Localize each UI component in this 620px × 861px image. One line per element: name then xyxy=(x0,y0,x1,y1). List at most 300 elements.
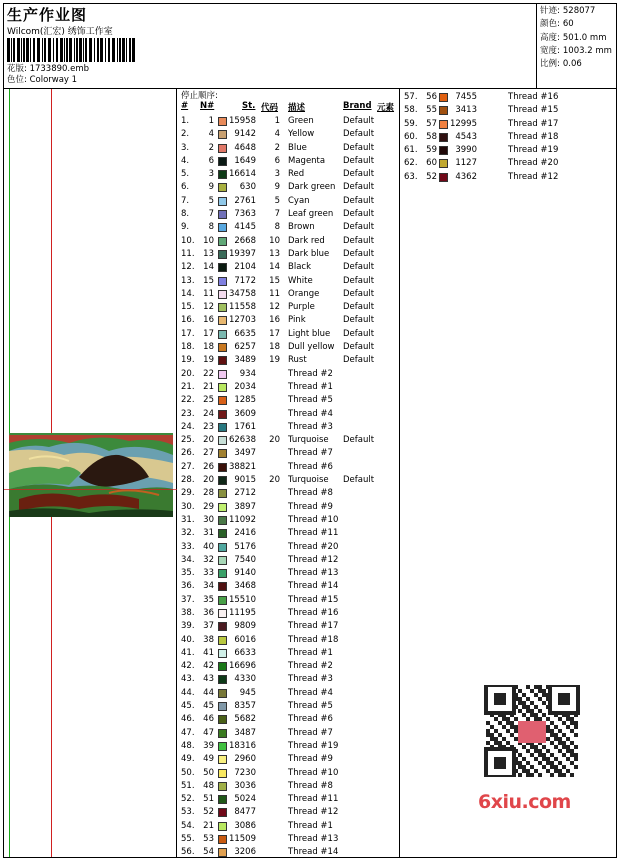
spec-value: 0.06 xyxy=(562,59,582,70)
color-swatch xyxy=(218,383,227,392)
color-swatch xyxy=(218,290,227,299)
row-stitches: 2034 xyxy=(234,381,256,392)
table-row xyxy=(178,687,400,700)
row-index: 22. xyxy=(181,395,195,406)
col-element: 元素 xyxy=(377,103,395,113)
col-index: # xyxy=(181,101,189,111)
table-row xyxy=(178,235,400,248)
row-index: 43. xyxy=(181,674,195,685)
table-row xyxy=(178,780,400,793)
row-needle: 29 xyxy=(203,501,214,512)
row-description: Thread #17 xyxy=(288,621,339,632)
row-index: 2. xyxy=(181,129,190,140)
row-stitches: 38821 xyxy=(228,461,256,472)
row-description: Dark green xyxy=(288,182,336,193)
row-needle: 33 xyxy=(203,568,214,579)
row-needle: 30 xyxy=(203,514,214,525)
color-swatch xyxy=(218,316,227,325)
row-stitches: 8477 xyxy=(234,807,256,818)
row-needle: 56 xyxy=(426,92,437,102)
table-row xyxy=(178,354,400,367)
row-needle: 10 xyxy=(203,235,214,246)
color-swatch xyxy=(218,463,227,472)
table-row xyxy=(401,104,616,117)
row-needle: 15 xyxy=(203,275,214,286)
color-swatch xyxy=(218,130,227,139)
row-needle: 57 xyxy=(426,118,437,129)
row-description: Red xyxy=(288,169,305,180)
color-swatch xyxy=(218,237,227,246)
table-row xyxy=(178,461,400,474)
row-description: Green xyxy=(288,116,314,126)
table-row xyxy=(178,846,400,859)
color-swatch xyxy=(218,582,227,591)
row-stitches: 12703 xyxy=(228,315,256,326)
row-needle: 37 xyxy=(203,621,214,632)
col-code: 代码 xyxy=(261,103,279,113)
spec-row xyxy=(540,32,616,45)
row-brand: Default xyxy=(343,248,375,259)
color-swatch xyxy=(218,569,227,578)
row-index: 42. xyxy=(181,661,195,672)
row-description: Orange xyxy=(288,288,320,299)
row-stitches: 18316 xyxy=(228,740,256,751)
row-needle: 12 xyxy=(203,302,214,313)
row-code: 4 xyxy=(274,129,280,140)
spec-value: 528077 xyxy=(562,6,596,16)
row-index: 10. xyxy=(181,235,195,246)
row-description: Thread #20 xyxy=(288,541,339,552)
row-code: 8 xyxy=(274,222,280,233)
color-swatch xyxy=(218,489,227,498)
row-stitches: 3990 xyxy=(455,145,477,156)
row-stitches: 62638 xyxy=(228,435,256,446)
table-row xyxy=(178,368,400,381)
row-index: 60. xyxy=(404,131,418,142)
row-stitches: 6635 xyxy=(234,328,256,339)
row-code: 5 xyxy=(274,195,280,206)
row-needle: 7 xyxy=(208,209,214,220)
row-stitches: 15958 xyxy=(228,116,256,126)
row-code: 11 xyxy=(269,288,280,299)
row-stitches: 9140 xyxy=(234,568,256,579)
row-code: 7 xyxy=(274,209,280,220)
row-needle: 20 xyxy=(203,475,214,486)
row-needle: 2 xyxy=(208,142,214,153)
row-description: Thread #7 xyxy=(288,727,333,738)
color-swatch xyxy=(218,170,227,179)
color-swatch xyxy=(218,609,227,618)
row-brand: Default xyxy=(343,155,375,166)
row-brand: Default xyxy=(343,142,375,153)
row-stitches: 3036 xyxy=(234,780,256,791)
row-brand: Default xyxy=(343,222,375,233)
table-row xyxy=(178,647,400,660)
row-stitches: 6257 xyxy=(234,342,256,353)
sequence-rows-continued xyxy=(401,91,616,184)
row-stitches: 34758 xyxy=(228,288,256,299)
row-index: 41. xyxy=(181,647,195,658)
row-index: 16. xyxy=(181,315,195,326)
color-swatch xyxy=(218,223,227,232)
row-needle: 49 xyxy=(203,754,214,765)
color-swatch xyxy=(218,263,227,272)
row-needle: 54 xyxy=(203,847,214,858)
row-needle: 53 xyxy=(203,834,214,845)
row-needle: 52 xyxy=(203,807,214,818)
color-swatch xyxy=(218,808,227,817)
color-swatch xyxy=(439,173,448,182)
table-row xyxy=(178,501,400,514)
col-needle: N# xyxy=(200,101,215,111)
color-swatch xyxy=(218,729,227,738)
color-swatch xyxy=(218,795,227,804)
spec-label: 比例: xyxy=(540,59,560,70)
row-needle: 48 xyxy=(203,780,214,791)
row-needle: 41 xyxy=(203,647,214,658)
row-stitches: 3206 xyxy=(234,847,256,858)
row-code: 19 xyxy=(269,355,280,366)
table-row xyxy=(178,607,400,620)
table-row xyxy=(178,447,400,460)
row-description: Thread #2 xyxy=(288,661,333,672)
table-row xyxy=(178,793,400,806)
row-stitches: 8357 xyxy=(234,701,256,712)
color-swatch xyxy=(218,449,227,458)
table-row xyxy=(178,660,400,673)
row-needle: 20 xyxy=(203,435,214,446)
row-index: 34. xyxy=(181,554,195,565)
worksheet-title: 生产作业图 xyxy=(7,6,88,24)
table-row xyxy=(178,208,400,221)
row-index: 58. xyxy=(404,105,418,116)
row-code: 12 xyxy=(269,302,280,313)
table-row xyxy=(178,594,400,607)
row-needle: 60 xyxy=(426,158,437,169)
row-description: Thread #9 xyxy=(288,754,333,765)
table-row xyxy=(178,727,400,740)
table-header xyxy=(178,101,400,113)
row-needle: 25 xyxy=(203,395,214,406)
row-description: Turquoise xyxy=(288,435,329,446)
row-needle: 32 xyxy=(203,554,214,565)
row-brand: Default xyxy=(343,235,375,246)
row-needle: 38 xyxy=(203,634,214,645)
barcode xyxy=(7,38,135,62)
row-stitches: 5682 xyxy=(234,714,256,725)
row-description: Thread #9 xyxy=(288,501,333,512)
row-stitches: 11558 xyxy=(228,302,256,313)
row-description: Light blue xyxy=(288,328,331,339)
row-needle: 23 xyxy=(203,421,214,432)
color-swatch xyxy=(218,277,227,286)
color-swatch xyxy=(218,649,227,658)
row-description: Thread #16 xyxy=(288,607,339,618)
table-row xyxy=(178,408,400,421)
table-row xyxy=(178,421,400,434)
row-brand: Default xyxy=(343,129,375,140)
color-swatch xyxy=(218,396,227,405)
sequence-rows xyxy=(178,115,400,860)
row-description: Dull yellow xyxy=(288,342,335,353)
row-code: 13 xyxy=(269,248,280,259)
row-description: Thread #14 xyxy=(288,581,339,592)
sequence-label: 停止顺序: xyxy=(181,91,218,101)
row-index: 27. xyxy=(181,461,195,472)
row-stitches: 945 xyxy=(239,687,256,698)
row-needle: 46 xyxy=(203,714,214,725)
table-row xyxy=(178,155,400,168)
row-description: Dark red xyxy=(288,235,325,246)
spec-label: 高度: xyxy=(540,32,560,43)
row-needle: 58 xyxy=(426,131,437,142)
row-needle: 40 xyxy=(203,541,214,552)
color-swatch xyxy=(439,159,448,168)
row-stitches: 5024 xyxy=(234,794,256,805)
row-index: 4. xyxy=(181,155,190,166)
row-index: 13. xyxy=(181,275,195,286)
row-index: 56. xyxy=(181,847,195,858)
watermark-site: 6xiu.com xyxy=(478,791,571,813)
worksheet-header xyxy=(4,4,616,89)
table-row xyxy=(178,474,400,487)
row-code: 16 xyxy=(269,315,280,326)
row-index: 54. xyxy=(181,820,195,831)
row-stitches: 2668 xyxy=(234,235,256,246)
row-stitches: 4330 xyxy=(234,674,256,685)
row-needle: 55 xyxy=(426,105,437,116)
row-brand: Default xyxy=(343,355,375,366)
row-needle: 3 xyxy=(208,169,214,180)
row-code: 2 xyxy=(274,142,280,153)
row-needle: 51 xyxy=(203,794,214,805)
row-description: Thread #18 xyxy=(288,634,339,645)
row-stitches: 11195 xyxy=(228,607,256,618)
table-row xyxy=(178,314,400,327)
row-index: 45. xyxy=(181,701,195,712)
table-row xyxy=(178,128,400,141)
row-stitches: 2960 xyxy=(234,754,256,765)
row-description: Thread #6 xyxy=(288,714,333,725)
row-stitches: 1649 xyxy=(234,155,256,166)
row-needle: 42 xyxy=(203,661,214,672)
table-row xyxy=(178,115,400,128)
row-description: Thread #11 xyxy=(288,794,339,805)
row-stitches: 2712 xyxy=(234,488,256,499)
row-index: 40. xyxy=(181,634,195,645)
row-stitches: 7363 xyxy=(234,209,256,220)
spec-row xyxy=(540,45,616,58)
row-index: 39. xyxy=(181,621,195,632)
table-row xyxy=(178,554,400,567)
row-code: 10 xyxy=(269,235,280,246)
color-swatch xyxy=(439,120,448,129)
row-brand: Default xyxy=(343,475,375,486)
row-stitches: 11092 xyxy=(228,514,256,525)
row-needle: 50 xyxy=(203,767,214,778)
row-description: Yellow xyxy=(288,129,315,140)
row-index: 57. xyxy=(404,92,418,102)
table-row xyxy=(178,514,400,527)
row-stitches: 12995 xyxy=(449,118,477,129)
row-index: 18. xyxy=(181,342,195,353)
table-row xyxy=(178,567,400,580)
row-index: 32. xyxy=(181,528,195,539)
row-code: 17 xyxy=(269,328,280,339)
row-needle: 16 xyxy=(203,315,214,326)
row-brand: Default xyxy=(343,209,375,220)
color-swatch xyxy=(218,689,227,698)
color-swatch xyxy=(218,436,227,445)
row-needle: 52 xyxy=(426,171,437,182)
row-needle: 36 xyxy=(203,607,214,618)
color-swatch xyxy=(218,636,227,645)
row-index: 8. xyxy=(181,209,190,220)
row-stitches: 3468 xyxy=(234,581,256,592)
row-needle: 21 xyxy=(203,381,214,392)
row-index: 25. xyxy=(181,435,195,446)
color-swatch xyxy=(218,715,227,724)
row-description: Thread #20 xyxy=(508,158,559,169)
row-brand: Default xyxy=(343,315,375,326)
table-row xyxy=(401,118,616,131)
row-index: 50. xyxy=(181,767,195,778)
red-horizontal-guide xyxy=(4,489,177,490)
row-description: Thread #16 xyxy=(508,92,559,102)
row-code: 9 xyxy=(274,182,280,193)
row-description: Thread #7 xyxy=(288,448,333,459)
row-brand: Default xyxy=(343,262,375,273)
spec-box xyxy=(536,4,616,89)
table-row xyxy=(178,168,400,181)
table-row xyxy=(401,171,616,184)
row-stitches: 7230 xyxy=(234,767,256,778)
row-needle: 43 xyxy=(203,674,214,685)
color-swatch xyxy=(218,476,227,485)
qr-code xyxy=(474,685,589,777)
row-stitches: 9015 xyxy=(234,475,256,486)
row-index: 52. xyxy=(181,794,195,805)
color-swatch xyxy=(218,423,227,432)
row-stitches: 16696 xyxy=(228,661,256,672)
color-swatch xyxy=(218,742,227,751)
table-row xyxy=(178,434,400,447)
table-row xyxy=(178,580,400,593)
row-stitches: 3413 xyxy=(455,105,477,116)
row-needle: 18 xyxy=(203,342,214,353)
table-row xyxy=(178,181,400,194)
table-row xyxy=(178,713,400,726)
row-stitches: 3609 xyxy=(234,408,256,419)
row-needle: 14 xyxy=(203,262,214,273)
design-preview-panel xyxy=(4,89,177,857)
row-needle: 13 xyxy=(203,248,214,259)
table-row xyxy=(178,487,400,500)
row-index: 5. xyxy=(181,169,190,180)
spec-label: 颜色: xyxy=(540,19,560,30)
row-stitches: 2416 xyxy=(234,528,256,539)
spec-label: 针迹: xyxy=(540,6,560,16)
color-swatch xyxy=(439,93,448,102)
row-index: 35. xyxy=(181,568,195,579)
row-description: Thread #17 xyxy=(508,118,559,129)
row-description: Thread #13 xyxy=(288,568,339,579)
row-description: Purple xyxy=(288,302,315,313)
row-brand: Default xyxy=(343,328,375,339)
row-description: Thread #8 xyxy=(288,780,333,791)
table-row xyxy=(178,275,400,288)
row-stitches: 11509 xyxy=(228,834,256,845)
table-row xyxy=(178,673,400,686)
row-description: Cyan xyxy=(288,195,310,206)
color-swatch xyxy=(439,133,448,142)
row-index: 21. xyxy=(181,381,195,392)
row-index: 19. xyxy=(181,355,195,366)
color-swatch xyxy=(218,822,227,831)
color-swatch xyxy=(218,330,227,339)
color-swatch xyxy=(218,769,227,778)
row-description: White xyxy=(288,275,313,286)
row-description: Thread #12 xyxy=(508,171,559,182)
color-swatch xyxy=(218,782,227,791)
row-stitches: 3897 xyxy=(234,501,256,512)
color-swatch xyxy=(218,183,227,192)
row-stitches: 3086 xyxy=(234,820,256,831)
row-index: 3. xyxy=(181,142,190,153)
color-swatch xyxy=(218,210,227,219)
row-index: 11. xyxy=(181,248,195,259)
row-description: Thread #13 xyxy=(288,834,339,845)
row-index: 31. xyxy=(181,514,195,525)
row-description: Thread #3 xyxy=(288,674,333,685)
table-row xyxy=(178,142,400,155)
table-row xyxy=(178,767,400,780)
color-swatch xyxy=(218,622,227,631)
production-worksheet xyxy=(3,3,617,858)
row-description: Pink xyxy=(288,315,306,326)
row-needle: 24 xyxy=(203,408,214,419)
row-stitches: 2104 xyxy=(234,262,256,273)
row-stitches: 7455 xyxy=(455,92,477,102)
row-index: 14. xyxy=(181,288,195,299)
color-swatch xyxy=(218,250,227,259)
table-row xyxy=(178,195,400,208)
table-row xyxy=(401,131,616,144)
color-swatch xyxy=(218,356,227,365)
row-brand: Default xyxy=(343,169,375,180)
row-stitches: 2761 xyxy=(234,195,256,206)
colorway-label: 色位: Colorway 1 xyxy=(7,75,78,85)
color-swatch xyxy=(218,516,227,525)
row-code: 20 xyxy=(269,475,280,486)
row-stitches: 6016 xyxy=(234,634,256,645)
table-row xyxy=(178,301,400,314)
row-needle: 4 xyxy=(208,129,214,140)
design-preview-image xyxy=(9,433,173,517)
row-description: Thread #8 xyxy=(288,488,333,499)
row-index: 7. xyxy=(181,195,190,206)
spec-row xyxy=(540,58,616,71)
row-code: 20 xyxy=(269,435,280,446)
row-index: 37. xyxy=(181,594,195,605)
col-stitches: St. xyxy=(242,101,256,111)
row-brand: Default xyxy=(343,302,375,313)
spec-value: 501.0 mm xyxy=(562,32,607,43)
row-description: Thread #1 xyxy=(288,647,333,658)
row-index: 59. xyxy=(404,118,418,129)
row-description: Thread #11 xyxy=(288,528,339,539)
row-code: 14 xyxy=(269,262,280,273)
